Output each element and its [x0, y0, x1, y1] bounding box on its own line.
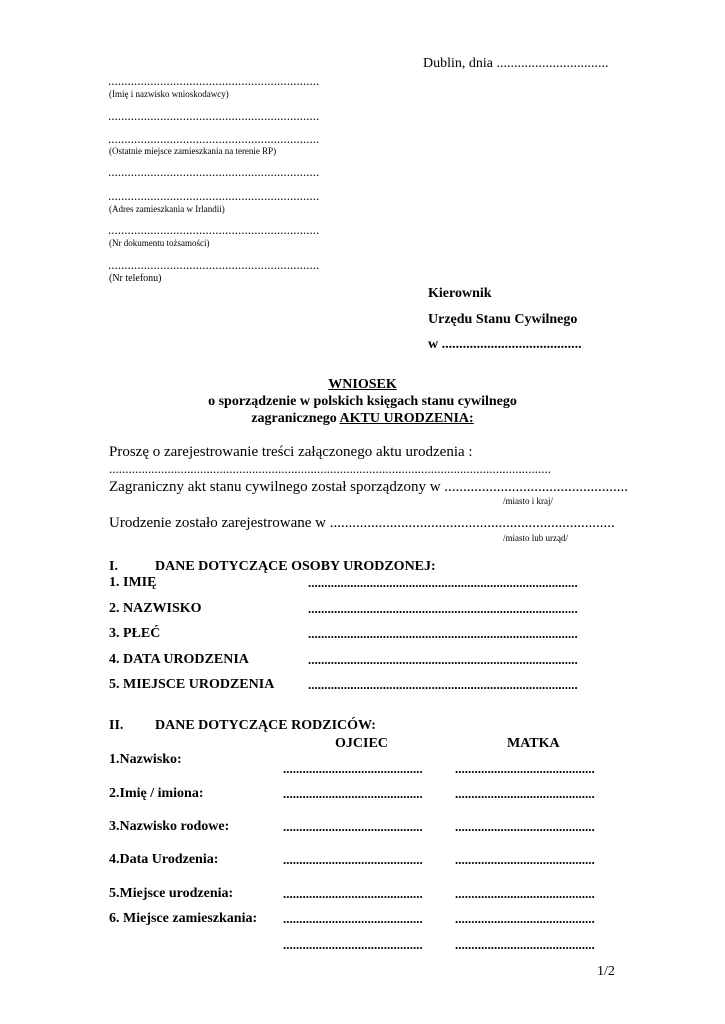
field-label-birth-place: 5. MIEJSCE URODZENIA: [109, 677, 275, 692]
title-act: [0, 411, 725, 427]
father-birth-date[interactable]: ...........................................: [283, 852, 423, 867]
column-father: OJCIEC: [335, 736, 388, 751]
place-date[interactable]: Dublin, dnia ................................: [423, 56, 609, 71]
foreign-act-hint: /miasto i kraj/: [503, 496, 553, 506]
mother-residence[interactable]: ...........................................: [455, 911, 595, 926]
parent-label-names: 2.Imię / imiona:: [109, 786, 204, 801]
field-first-name[interactable]: ...................................................................................: [308, 575, 578, 590]
title-act-emph: AKTU URODZENIA:: [339, 411, 474, 426]
parent-label-maiden-name: 3.Nazwisko rodowe:: [109, 819, 230, 834]
father-surname[interactable]: ...........................................: [283, 761, 423, 776]
field-birth-date[interactable]: ...................................................................................: [308, 652, 578, 667]
field-birth-place[interactable]: ...................................................................................: [308, 677, 578, 692]
ireland-address-line[interactable]: .................................................................: [108, 188, 320, 203]
field-label-surname: 2. NAZWISKO: [109, 601, 202, 616]
parent-label-birth-date: 4.Data Urodzenia:: [109, 852, 219, 867]
page-number: 1/2: [597, 964, 615, 979]
mother-surname[interactable]: ...........................................: [455, 761, 595, 776]
registered-text[interactable]: Urodzenie zostało zarejestrowane w ............................................................................: [109, 515, 615, 531]
id-document-line[interactable]: .................................................................: [108, 222, 320, 237]
father-names[interactable]: ...........................................: [283, 786, 423, 801]
parent-label-residence: 6. Miejsce zamieszkania:: [109, 911, 258, 926]
phone-line[interactable]: .................................................................: [108, 257, 320, 272]
id-document-label: (Nr dokumentu tożsamości): [109, 238, 210, 248]
applicant-extra-line[interactable]: .................................................................: [108, 108, 320, 123]
mother-maiden-name[interactable]: ...........................................: [455, 819, 595, 834]
section1-num: I.: [109, 559, 118, 574]
recipient-title: Kierownik: [428, 286, 492, 301]
field-sex[interactable]: ...................................................................................: [308, 626, 578, 641]
mother-names[interactable]: ...........................................: [455, 786, 595, 801]
father-residence-extra[interactable]: ...........................................: [283, 937, 423, 952]
title-subtitle: o sporządzenie w polskich księgach stanu cywilnego: [208, 394, 517, 409]
section1-heading: DANE DOTYCZĄCE OSOBY URODZONEJ:: [155, 559, 436, 574]
father-residence[interactable]: ...........................................: [283, 911, 423, 926]
father-maiden-name[interactable]: ...........................................: [283, 819, 423, 834]
applicant-name-label: (Imię i nazwisko wnioskodawcy): [109, 89, 229, 99]
field-label-birth-date: 4. DATA URODZENIA: [109, 652, 249, 667]
recipient-office: Urzędu Stanu Cywilnego: [428, 312, 578, 327]
ireland-address-label: (Adres zamieszkania w Irlandii): [109, 204, 225, 214]
last-residence-extra-line[interactable]: .................................................................: [108, 164, 320, 179]
title-wniosek: WNIOSEK: [328, 377, 397, 392]
parent-label-birth-place: 5.Miejsce urodzenia:: [109, 886, 234, 901]
request-text: Proszę o zarejestrowanie treści załączonego aktu urodzenia :: [109, 444, 473, 460]
field-surname[interactable]: ...................................................................................: [308, 601, 578, 616]
father-birth-place[interactable]: ...........................................: [283, 886, 423, 901]
registered-hint: /miasto lub urząd/: [503, 533, 568, 543]
field-label-first-name: 1. IMIĘ: [109, 575, 157, 590]
foreign-act-text[interactable]: Zagraniczny akt stanu cywilnego został sporządzony w .................................................: [109, 479, 629, 495]
mother-birth-place[interactable]: ...........................................: [455, 886, 595, 901]
applicant-name-line[interactable]: .................................................................: [108, 73, 320, 88]
request-dots[interactable]: ........................................................................................................................................: [109, 461, 551, 476]
parent-label-surname: 1.Nazwisko:: [109, 752, 182, 767]
mother-residence-extra[interactable]: ...........................................: [455, 937, 595, 952]
field-label-sex: 3. PŁEĆ: [109, 626, 161, 641]
section2-num: II.: [109, 718, 124, 733]
title-act-prefix: zagranicznego: [251, 411, 340, 426]
last-residence-line[interactable]: .................................................................: [108, 131, 320, 146]
recipient-location[interactable]: w ........................................: [428, 337, 582, 352]
section2-heading: DANE DOTYCZĄCE RODZICÓW:: [155, 718, 376, 733]
last-residence-label: (Ostatnie miejsce zamieszkania na terenie RP): [109, 146, 277, 156]
column-mother: MATKA: [507, 736, 560, 751]
mother-birth-date[interactable]: ...........................................: [455, 852, 595, 867]
phone-label: (Nr telefonu): [109, 273, 162, 284]
